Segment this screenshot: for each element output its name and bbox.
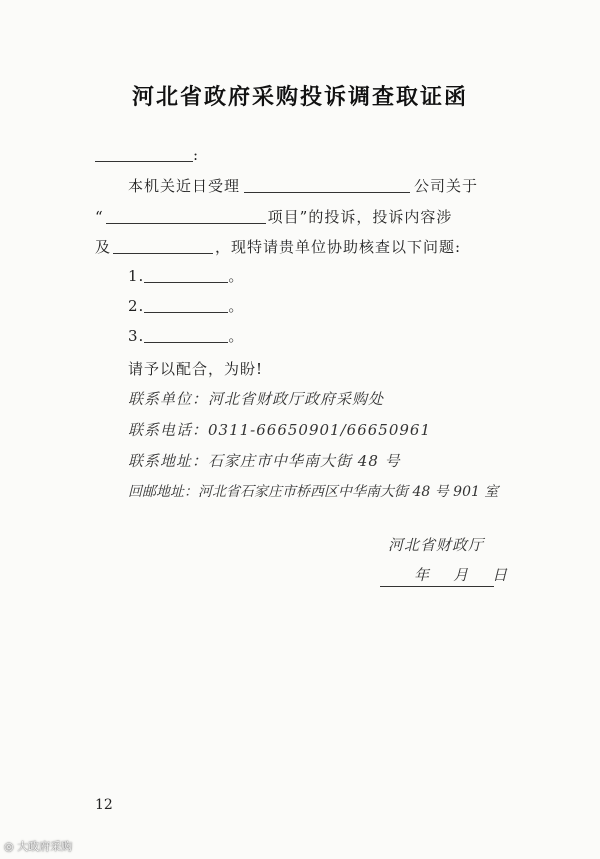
para-l2-prefix: “: [95, 208, 104, 226]
item-number: 3.: [128, 327, 145, 345]
watermark: [4, 838, 72, 854]
para-l2-suffix: 项目”的投诉，投诉内容涉: [267, 208, 453, 226]
signature-org: 河北省财政厅: [388, 536, 485, 554]
item-end: 。: [228, 327, 245, 345]
return-mail-address: 回邮地址：河北省石家庄市桥西区中华南大街 48 号 901 室: [128, 484, 499, 500]
question-item-3: [128, 325, 244, 346]
paragraph-line-2: [95, 206, 452, 227]
watermark-text: 大政府采购: [17, 840, 73, 853]
paragraph-line-1: [128, 175, 478, 196]
project-blank: [106, 209, 266, 224]
recipient-blank: [95, 147, 193, 162]
para-l3-suffix: ，现特请贵单位协助核查以下问题:: [215, 238, 462, 256]
para-l1-suffix: 公司关于: [414, 177, 479, 195]
paragraph-line-3: [95, 236, 461, 257]
question-blank: [144, 328, 228, 343]
para-l3-prefix: 及: [95, 238, 112, 256]
contact-address: 联系地址：石家庄市中华南大街 48 号: [128, 452, 401, 470]
question-blank: [144, 298, 228, 313]
salutation-colon: :: [193, 146, 200, 164]
closing-line: 请予以配合，为盼!: [128, 360, 264, 378]
content-blank: [113, 239, 213, 254]
question-blank: [144, 268, 228, 283]
item-number: 2.: [128, 297, 145, 315]
page-number: 12: [95, 797, 113, 813]
weibo-icon: ◎: [4, 840, 14, 853]
company-blank: [244, 178, 410, 193]
contact-phone: 联系电话：0311-66650901/66650961: [128, 421, 431, 439]
question-item-1: [128, 265, 244, 286]
item-number: 1.: [128, 267, 145, 285]
contact-unit: 联系单位：河北省财政厅政府采购处: [128, 390, 385, 408]
salutation-line: [95, 146, 199, 164]
question-item-2: [128, 295, 244, 316]
signature-date: 年 月 日: [380, 564, 494, 587]
document-title: 河北省政府采购投诉调查取证函: [131, 84, 468, 110]
item-end: 。: [228, 297, 245, 315]
para-l1-prefix: 本机关近日受理: [128, 177, 241, 195]
item-end: 。: [228, 267, 245, 285]
